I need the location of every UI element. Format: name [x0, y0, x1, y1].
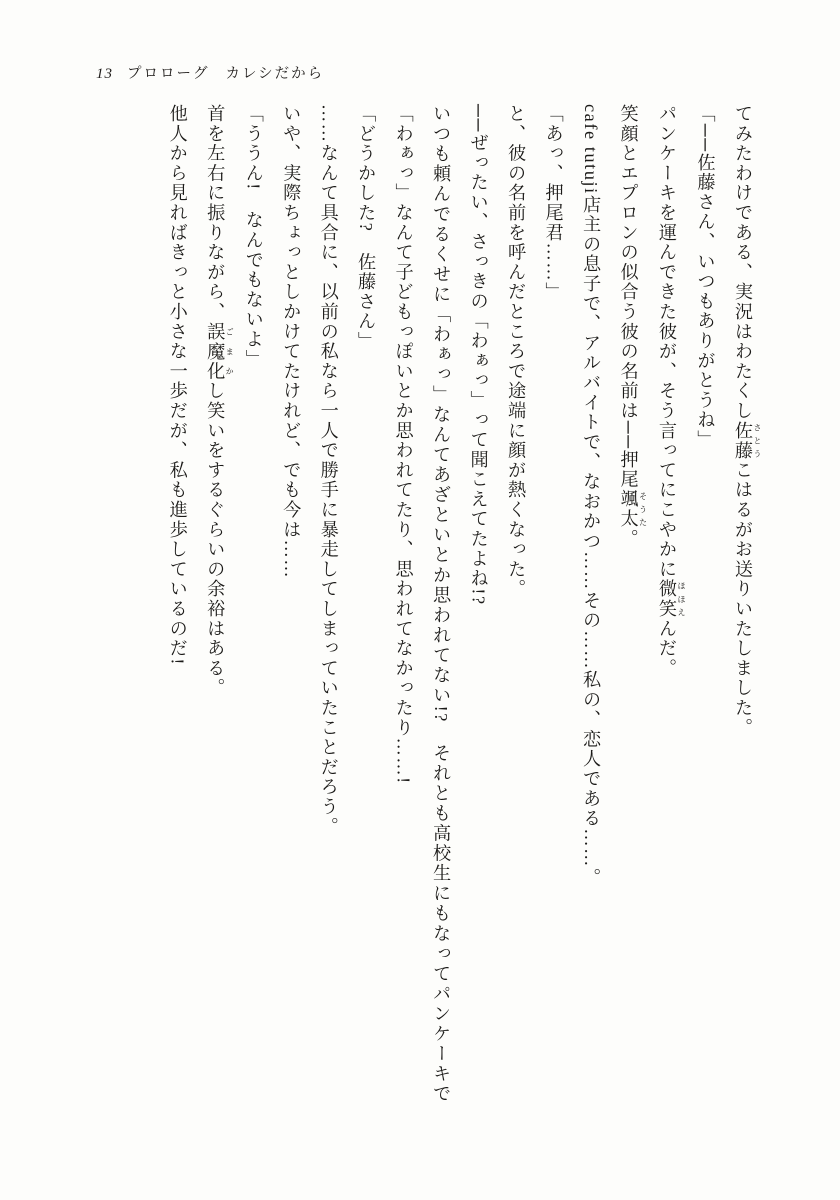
ruby-sato: 佐藤 さとう: [733, 420, 762, 461]
running-head: [96, 62, 324, 83]
paragraph: 「──佐藤さん、いつもありがとうね」: [695, 104, 716, 450]
paragraph: 「あっ、押尾君……」: [543, 104, 564, 302]
shop-name-latin: cafe tutuji: [581, 104, 602, 195]
paragraph: と、彼の名前を呼んだところで途端に顔が熱くなった。: [506, 104, 527, 599]
ruby-souta: 颯太 そうた: [618, 489, 648, 529]
paragraph: ──ぜったい、さっきの「わぁっ」って聞こえてたよね!?: [468, 104, 489, 606]
ruby-gomaka: 誤魔化 ごまか: [205, 321, 235, 382]
paragraph: 「どうかした? 佐藤さん」: [356, 104, 377, 352]
paragraph: 笑顔とエプロンの似合う彼の名前は──押尾颯太 そうた。: [618, 104, 648, 549]
paragraph: 「ううん! なんでもないよ」: [243, 104, 264, 370]
chapter-label: [127, 62, 324, 83]
page-number: 13: [96, 66, 113, 82]
paragraph: cafe tutuji店主の息子で、アルバイトで、なおかつ……その……私の、恋人である……。: [581, 104, 602, 888]
paragraph: 他人から見ればきっと小さな一歩だが、私も進歩しているのだ!: [167, 104, 188, 667]
chapter-name: プロローグ: [127, 66, 210, 82]
paragraph: いつも頼んでるくせに「わぁっ」なんてあざといとか思われてない!? それとも高校生にもなってパンケーキで「わぁっ」なんて子どもっぽいとか思われてたり、思われてなかったり……!: [393, 104, 452, 1104]
ruby-hohoe: 微笑 ほほえ: [657, 579, 687, 619]
paragraph: 首を左右に振りながら、誤魔化 ごまかし笑いをするぐらいの余裕はある。: [205, 104, 235, 699]
chapter-title: カレシだから: [225, 66, 325, 82]
paragraph: いや、実際ちょっとしかけてたけれど、でも今は……: [281, 104, 302, 580]
paragraph: てみたわけである、実況はわたくし佐藤 さとうこはるがお送りいたしました。: [733, 104, 762, 738]
body-text: [102, 104, 762, 1104]
paragraph: パンケーキを運んできた彼が、そう言ってにこやかに微笑 ほほえんだ。: [657, 104, 687, 679]
paragraph: ……なんて具合に、以前の私なら一人で勝手に暴走してしまっていたことだろう。: [318, 104, 339, 837]
